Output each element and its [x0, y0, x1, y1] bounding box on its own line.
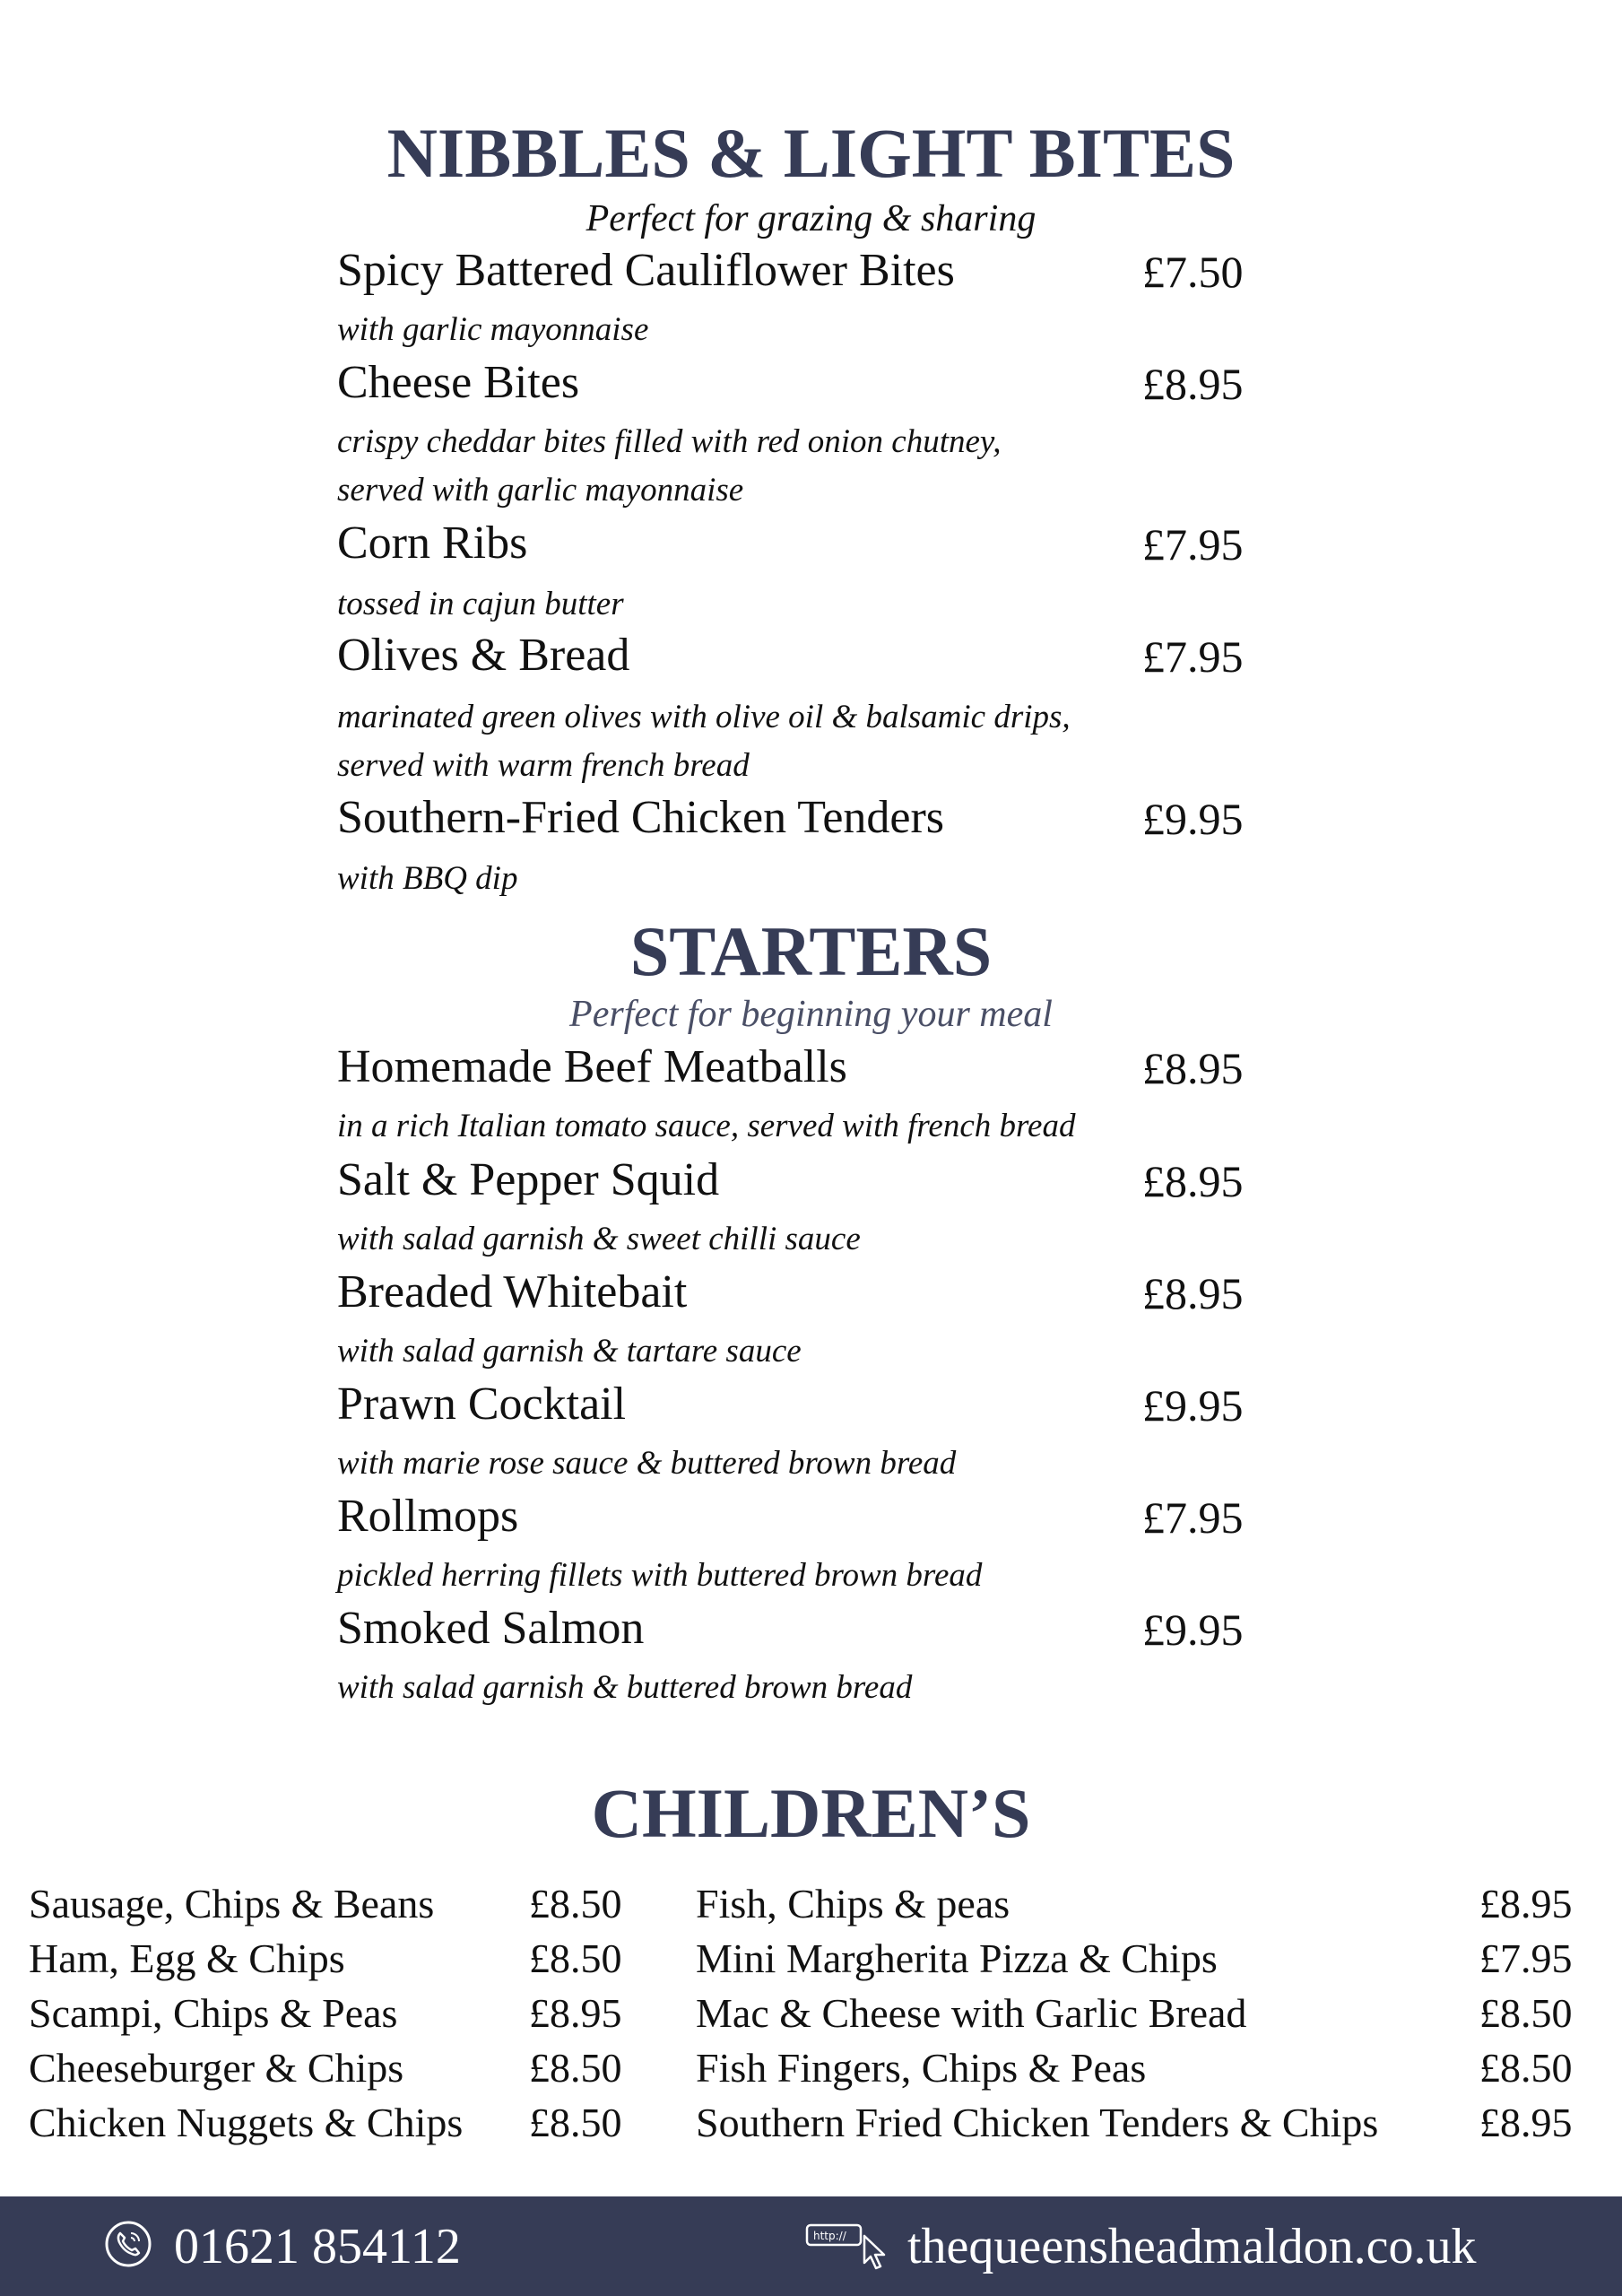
item-price: £7.50 — [1142, 247, 1244, 297]
kids-item-price: £8.50 — [529, 2100, 622, 2145]
item-description: with salad garnish & sweet chilli sauce — [337, 1221, 861, 1257]
kids-item-name: Southern Fried Chicken Tenders & Chips — [696, 2100, 1379, 2145]
item-price: £7.95 — [1142, 631, 1244, 682]
starters-title: STARTERS — [629, 912, 993, 990]
item-price: £7.95 — [1142, 519, 1244, 570]
item-name: Corn Ribs — [337, 517, 528, 569]
item-name: Prawn Cocktail — [337, 1378, 627, 1430]
item-description: with BBQ dip — [337, 860, 518, 897]
item-description: tossed in cajun butter — [337, 586, 624, 622]
item-name: Rollmops — [337, 1491, 519, 1542]
item-description: with garlic mayonnaise — [337, 311, 649, 348]
web-cursor-icon — [805, 2222, 891, 2274]
kids-item-name: Fish Fingers, Chips & Peas — [696, 2045, 1147, 2091]
item-description: marinated green olives with olive oil & balsamic drips, served with warm french bread — [337, 699, 1071, 784]
item-name: Breaded Whitebait — [337, 1266, 688, 1318]
kids-item-name: Ham, Egg & Chips — [29, 1935, 345, 1981]
item-price: £7.95 — [1142, 1492, 1244, 1543]
item-name: Cheese Bites — [337, 357, 580, 408]
item-price: £9.95 — [1142, 1605, 1244, 1655]
item-description: in a rich Italian tomato sauce, served with french bread — [337, 1108, 1076, 1144]
footer-phone[interactable]: 01621 854112 — [174, 2219, 461, 2274]
kids-item-name: Fish, Chips & peas — [696, 1881, 1010, 1926]
kids-item-name: Chicken Nuggets & Chips — [29, 2100, 464, 2145]
kids-item-price: £8.50 — [529, 2045, 622, 2091]
item-price: £8.95 — [1142, 1268, 1244, 1318]
item-description: with salad garnish & buttered brown bread — [337, 1669, 913, 1706]
kids-item-price: £8.50 — [1479, 1990, 1573, 2036]
starters-subtitle: Perfect for beginning your meal — [569, 994, 1053, 1035]
item-price: £8.95 — [1142, 1156, 1244, 1206]
footer-bar — [0, 2196, 1622, 2296]
item-description: with salad garnish & tartare sauce — [337, 1333, 802, 1370]
nibbles-subtitle: Perfect for grazing & sharing — [585, 198, 1037, 239]
kids-item-name: Scampi, Chips & Peas — [29, 1990, 398, 2036]
childrens-title: CHILDREN’S — [591, 1774, 1031, 1852]
item-price: £8.95 — [1142, 1043, 1244, 1093]
item-price: £9.95 — [1142, 794, 1244, 844]
kids-item-price: £8.50 — [1479, 2045, 1573, 2091]
kids-item-price: £8.95 — [1479, 2100, 1573, 2145]
kids-item-name: Cheeseburger & Chips — [29, 2045, 404, 2091]
item-price: £9.95 — [1142, 1380, 1244, 1431]
item-name: Spicy Battered Cauliflower Bites — [337, 245, 955, 296]
item-name: Salt & Pepper Squid — [337, 1154, 720, 1205]
footer-website[interactable]: thequeensheadmaldon.co.uk — [907, 2219, 1477, 2274]
kids-item-name: Sausage, Chips & Beans — [29, 1881, 435, 1926]
url-icon-label: http:// — [813, 2230, 846, 2242]
kids-item-name: Mini Margherita Pizza & Chips — [696, 1935, 1218, 1981]
kids-item-name: Mac & Cheese with Garlic Bread — [696, 1990, 1247, 2036]
kids-item-price: £8.95 — [1479, 1881, 1573, 1926]
item-name: Smoked Salmon — [337, 1603, 645, 1654]
item-name: Olives & Bread — [337, 630, 630, 681]
item-name: Southern-Fried Chicken Tenders — [337, 792, 945, 843]
item-description: crispy cheddar bites filled with red onion chutney, served with garlic mayonnaise — [337, 423, 1002, 509]
item-name: Homemade Beef Meatballs — [337, 1041, 847, 1092]
item-description: pickled herring fillets with buttered brown bread — [337, 1557, 983, 1594]
item-price: £8.95 — [1142, 359, 1244, 409]
nibbles-title: NIBBLES & LIGHT BITES — [386, 114, 1236, 192]
kids-item-price: £8.50 — [529, 1935, 622, 1981]
kids-item-price: £7.95 — [1479, 1935, 1573, 1981]
kids-item-price: £8.95 — [529, 1990, 622, 2036]
kids-item-price: £8.50 — [529, 1881, 622, 1926]
item-description: with marie rose sauce & buttered brown bread — [337, 1445, 957, 1482]
phone-icon — [104, 2220, 152, 2268]
